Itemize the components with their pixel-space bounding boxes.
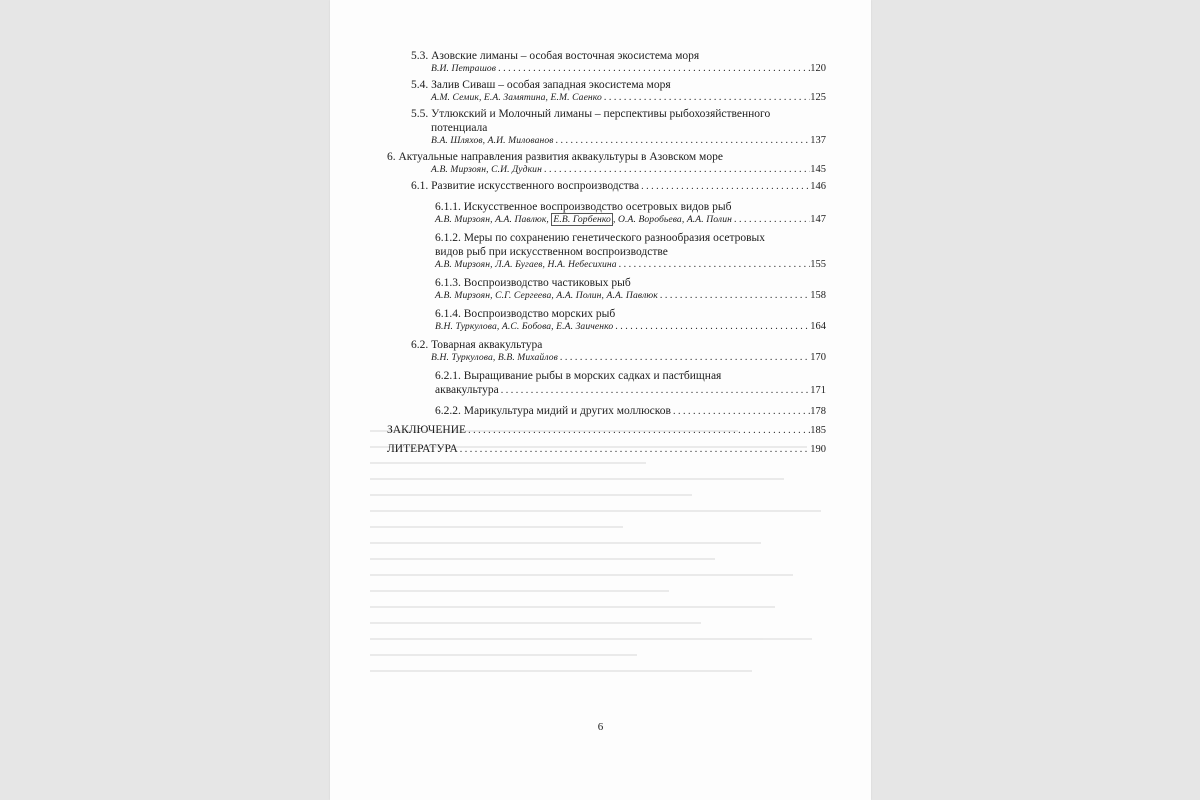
toc-entry-conclusion bbox=[387, 423, 826, 438]
dot-leader bbox=[658, 290, 810, 301]
show-through-texture bbox=[370, 430, 830, 720]
dot-leader bbox=[732, 214, 810, 225]
toc-entry-6-2 bbox=[387, 338, 826, 363]
toc-entry-title: 6.2.1. Выращивание рыбы в морских садках и пастбищная bbox=[435, 370, 722, 382]
dot-leader bbox=[639, 180, 810, 194]
toc-page-number: 171 bbox=[810, 385, 826, 396]
toc-entry-references bbox=[387, 442, 826, 457]
dot-leader bbox=[496, 63, 810, 74]
toc-entry-6-2-2 bbox=[387, 404, 826, 419]
toc-page-number: 170 bbox=[810, 352, 826, 363]
dot-leader bbox=[499, 384, 810, 398]
dot-leader bbox=[466, 424, 810, 438]
toc-entry-authors: В.Н. Туркулова, В.В. Михайлов bbox=[431, 352, 558, 363]
dot-leader bbox=[458, 443, 810, 457]
toc-entry-authors: А.В. Мирзоян, Л.А. Бугаев, Н.А. Небесихина bbox=[435, 259, 617, 270]
book-page bbox=[330, 0, 871, 800]
toc-entry-authors: А.М. Семик, Е.А. Замятина, Е.М. Саенко bbox=[431, 92, 602, 103]
dot-leader bbox=[542, 164, 810, 175]
toc-page-number: 185 bbox=[810, 425, 826, 436]
toc-entry-6-2-1 bbox=[387, 369, 826, 398]
toc-entry-authors: А.В. Мирзоян, С.И. Дудкин bbox=[431, 164, 542, 175]
toc-entry-title: 5.4. Залив Сиваш – особая западная экосистема моря bbox=[411, 79, 671, 91]
toc-entry-6-1-4 bbox=[387, 307, 826, 332]
toc-entry-title-continued: аквакультура bbox=[435, 384, 499, 396]
toc-entry-6 bbox=[387, 150, 826, 175]
toc-entry-title: 6.2. Товарная аквакультура bbox=[411, 339, 543, 351]
toc-entry-authors: А.В. Мирзоян, С.Г. Сергеева, А.А. Полин, А.А. Павлюк bbox=[435, 290, 658, 301]
toc-entry-authors bbox=[435, 214, 732, 225]
dot-leader bbox=[558, 352, 810, 363]
boxed-author: Е.В. Горбенко bbox=[553, 214, 611, 225]
toc-entry-title: 6.1.4. Воспроизводство морских рыб bbox=[435, 308, 616, 320]
authors-part: , О.А. Воробьева, А.А. Полин bbox=[612, 214, 732, 225]
toc-entry-6-1-2 bbox=[387, 231, 826, 270]
table-of-contents bbox=[387, 49, 826, 457]
toc-entry-authors: В.Н. Туркулова, А.С. Бобова, Е.А. Заиченко bbox=[435, 321, 614, 332]
toc-page-number: 125 bbox=[810, 92, 826, 103]
toc-entry-title: 6.1.1. Искусственное воспроизводство осетровых видов рыб bbox=[435, 201, 732, 213]
toc-entry-title: 6.1.3. Воспроизводство частиковых рыб bbox=[435, 277, 631, 289]
toc-page-number: 137 bbox=[810, 135, 826, 146]
toc-entry-title: 6.2.2. Марикультура мидий и других моллюсков bbox=[435, 405, 671, 417]
toc-page-number: 155 bbox=[810, 259, 826, 270]
toc-entry-title: 6.1.2. Меры по сохранению генетического разнообразия осетровых bbox=[435, 232, 766, 244]
toc-page-number: 190 bbox=[810, 444, 826, 455]
dot-leader bbox=[671, 405, 810, 419]
toc-entry-authors: В.А. Шляхов, А.И. Милованов bbox=[431, 135, 554, 146]
toc-page-number: 147 bbox=[810, 214, 826, 225]
toc-entry-title: 6. Актуальные направления развития аквакультуры в Азовском море bbox=[387, 151, 723, 163]
toc-page-number: 178 bbox=[810, 406, 826, 417]
toc-page-number: 146 bbox=[810, 181, 826, 192]
authors-part: А.В. Мирзоян, А.А. Павлюк, bbox=[435, 214, 552, 225]
dot-leader bbox=[602, 92, 810, 103]
toc-entry-authors: В.И. Петрашов bbox=[431, 63, 497, 74]
toc-entry-title: 6.1. Развитие искусственного воспроизводства bbox=[411, 180, 640, 192]
dot-leader bbox=[613, 321, 810, 332]
toc-page-number: 145 bbox=[810, 164, 826, 175]
toc-entry-title-continued: видов рыб при искусственном воспроизводстве bbox=[435, 246, 668, 258]
toc-entry-title: 5.3. Азовские лиманы – особая восточная экосистема моря bbox=[411, 50, 700, 62]
dot-leader bbox=[554, 135, 811, 146]
toc-entry-6-1-3 bbox=[387, 276, 826, 301]
toc-entry-title-continued: потенциала bbox=[431, 122, 488, 134]
toc-entry-title: ЗАКЛЮЧЕНИЕ bbox=[387, 424, 467, 436]
toc-entry-5-4 bbox=[387, 78, 826, 103]
toc-entry-6-1 bbox=[387, 179, 826, 194]
toc-entry-5-5 bbox=[387, 107, 826, 146]
toc-entry-title: 5.5. Утлюкский и Молочный лиманы – перспективы рыбохозяйственного bbox=[411, 108, 771, 120]
toc-page-number: 164 bbox=[810, 321, 826, 332]
toc-entry-6-1-1 bbox=[387, 200, 826, 225]
dot-leader bbox=[617, 259, 811, 270]
toc-page-number: 120 bbox=[810, 63, 826, 74]
toc-entry-5-3 bbox=[387, 49, 826, 74]
toc-page-number: 158 bbox=[810, 290, 826, 301]
toc-entry-title: ЛИТЕРАТУРА bbox=[387, 443, 458, 455]
page-number: 6 bbox=[597, 721, 604, 733]
